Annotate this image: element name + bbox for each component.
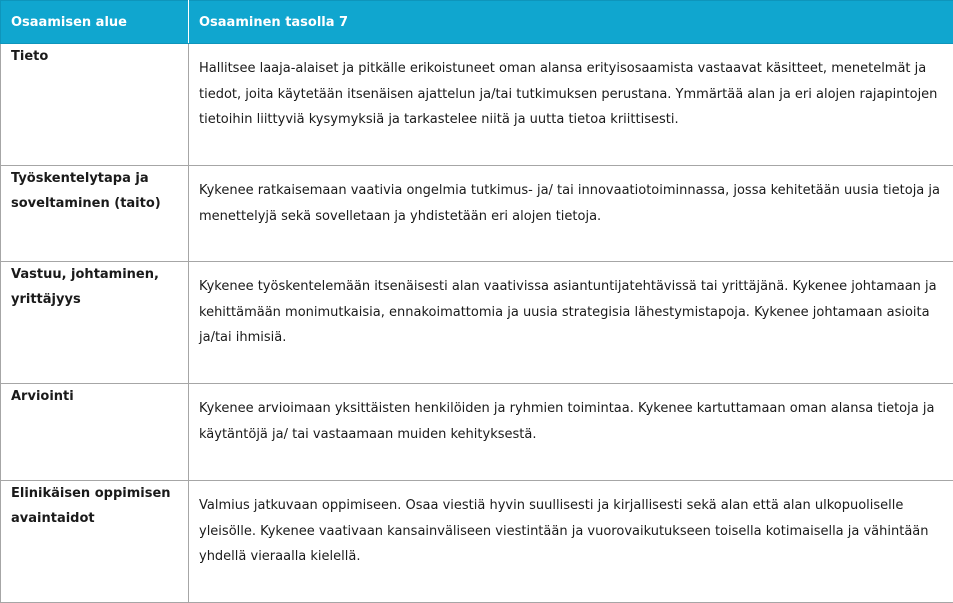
row-area-label: Elinikäisen oppimisen avaintaidot <box>1 481 189 603</box>
row-description: Kykenee ratkaisemaan vaativia ongelmia tutkimus- ja/ tai innovaatiotoiminnassa, jossa kehitetään uusia tietoja ja menettelyjä sekä sovelletaan ja yhdistetään eri alojen tietoja. <box>189 166 953 262</box>
column-header-level: Osaaminen tasolla 7 <box>189 1 953 44</box>
table-row <box>1 44 953 166</box>
row-description: Valmius jatkuvaan oppimiseen. Osaa viestiä hyvin suullisesti ja kirjallisesti sekä alan että alan ulkopuoliselle yleisölle. Kykenee vaativaan kansainväliseen viestintään ja vuorovaikutukseen toisella kotimaisella ja vähintään yhdellä vieraalla kielellä. <box>189 481 953 603</box>
table-row <box>1 481 953 603</box>
row-area-label: Arviointi <box>1 384 189 481</box>
row-area-label: Tieto <box>1 44 189 166</box>
table-header-row <box>1 1 953 44</box>
table-row <box>1 262 953 384</box>
row-description: Kykenee arvioimaan yksittäisten henkilöiden ja ryhmien toimintaa. Kykenee kartuttamaan oman alansa tietoja ja käytäntöjä ja/ tai vastaamaan muiden kehityksestä. <box>189 384 953 481</box>
table-row <box>1 384 953 481</box>
row-description: Hallitsee laaja-alaiset ja pitkälle erikoistuneet oman alansa erityisosaamista vastaavat käsitteet, menetelmät ja tiedot, joita käytetään itsenäisen ajattelun ja/tai tutkimuksen perustana. Ymmärtää alan ja eri alojen rajapintojen tietoihin liittyviä kysymyksiä ja tarkastelee niitä ja uutta tietoa kriittisesti. <box>189 44 953 166</box>
row-description: Kykenee työskentelemään itsenäisesti alan vaativissa asiantuntijatehtävissä tai yrittäjänä. Kykenee johtamaan ja kehittämään monimutkaisia, ennakoimattomia ja uusia strategisia lähestymistapoja. Kykenee johtamaan asioita ja/tai ihmisiä. <box>189 262 953 384</box>
column-header-area: Osaamisen alue <box>1 1 189 44</box>
row-area-label: Työskentelytapa ja soveltaminen (taito) <box>1 166 189 262</box>
row-area-label: Vastuu, johtaminen, yrittäjyys <box>1 262 189 384</box>
table-row <box>1 166 953 262</box>
